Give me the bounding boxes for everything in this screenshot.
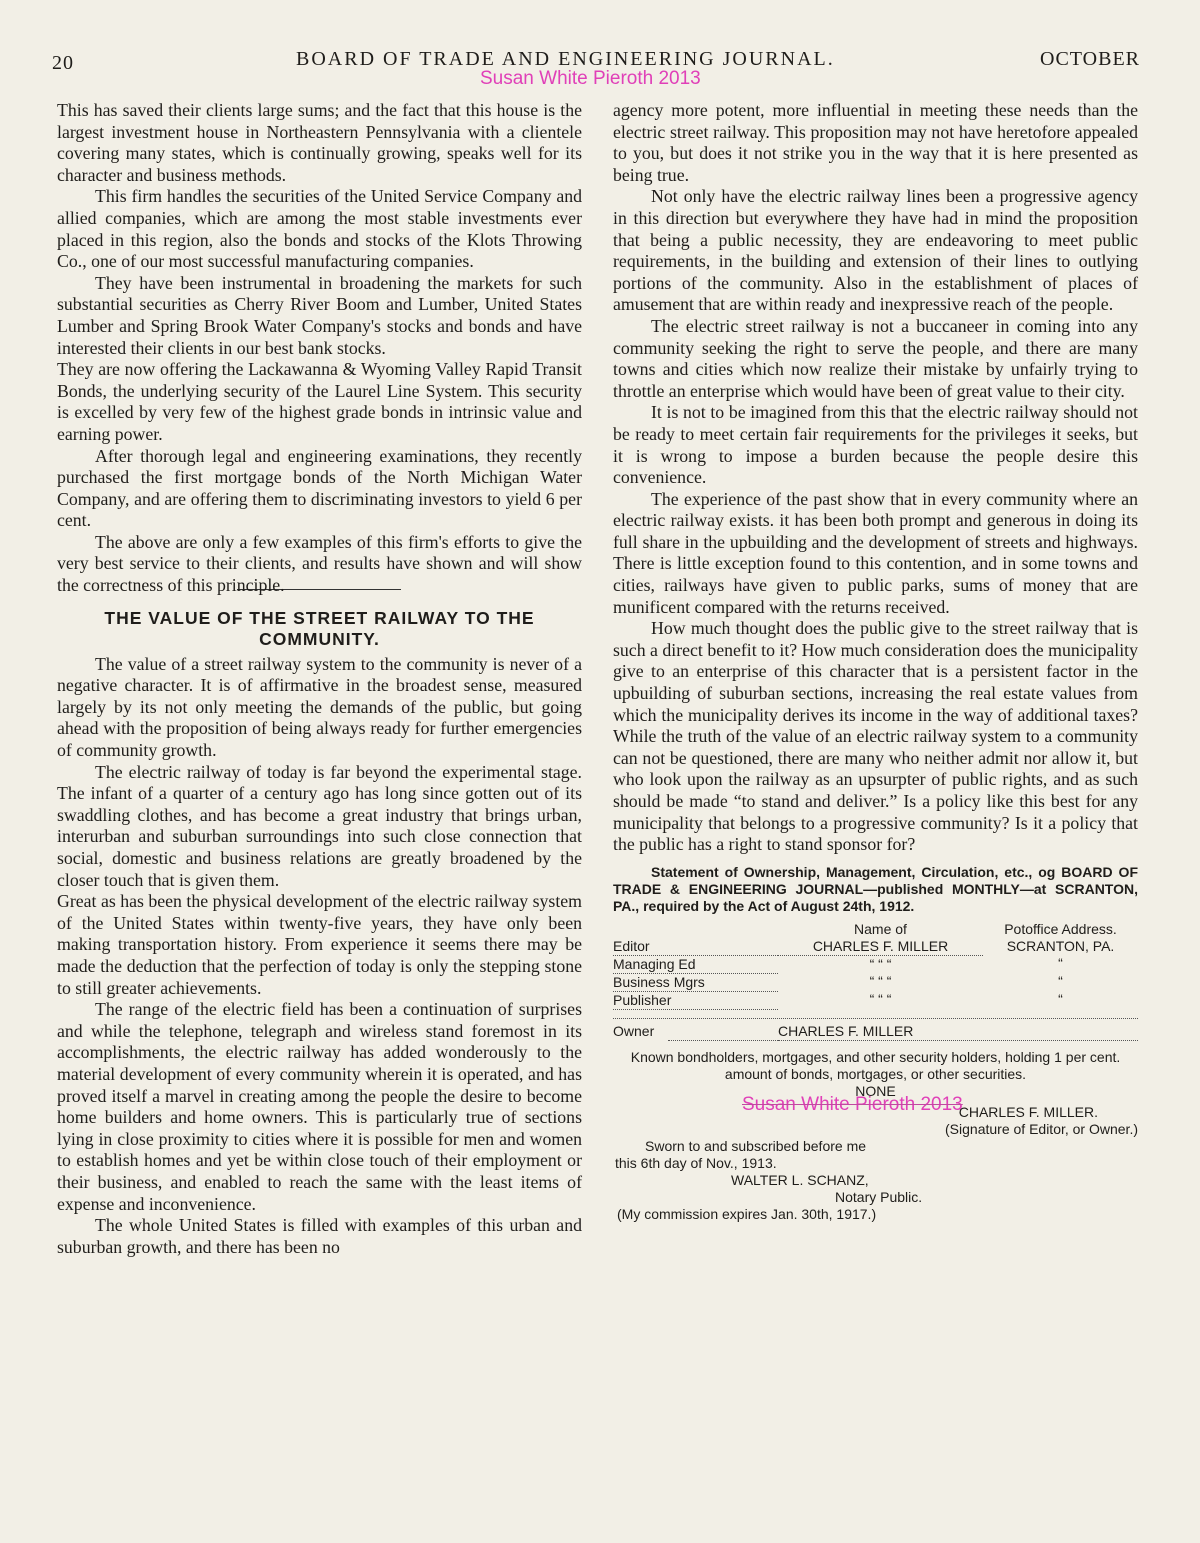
row-address: “ [1058,955,1063,972]
paragraph: agency more potent, more influential in meeting these needs than the electric street railway. This proposition may not have heretofore appealed to you, but does it not strike you in the way that it is here presented as being true. [613,100,1138,185]
none-text: NONE [855,1082,896,1099]
name-column-header: Name of [854,920,907,937]
row-address: SCRANTON, PA. [1006,937,1115,954]
row-name: CHARLES F. MILLER [778,938,983,956]
left-column [57,100,582,1258]
watermark-top: Susan White Pieroth 2013 [480,68,701,89]
paragraph: The value of a street railway system to the community is never of a negative character. It is of affirmative in the broadest sense, measured largely by its not only meeting the demands of the public, but going ahead with the proposition of being always ready for further emergencies of community growth. [57,653,582,761]
article-title: THE VALUE OF THE STREET RAILWAY TO THE COMMUNITY. [104,607,535,649]
row-label: Publisher [613,991,778,1009]
right-column [613,100,1138,1223]
row-label: Managing Ed [613,955,778,973]
journal-title: BOARD OF TRADE AND ENGINEERING JOURNAL. [296,48,835,70]
owner-label: Owner [613,1022,655,1039]
paragraph: How much thought does the public give to the street railway that is such a direct benefit to it? How much consideration does the municipality give to an enterprise of this character that is a persistent factor in the upbuilding of suburban sections, increasing the real estate values from which the municipality derives its income in the way of additional taxes? While the truth of the value of an electric railway system to a community can not be questioned, there are many who neither admit nor allow it, but who look upon the railway as an upsurpter of public rights, and as such should be made “to stand and deliver.” Is a policy like this best for any municipality that belongs to a progressive community? Is it a policy that the public has a right to stand sponsor for? [613,618,1138,855]
address-column-header: Potoffice Address. [1004,920,1117,937]
sworn-line-1: Sworn to and subscribed before me [645,1137,867,1154]
dotted-divider [613,1018,1138,1019]
owner-table [613,1023,1138,1041]
statement-table [613,921,1138,1010]
signature-note: (Signature of Editor, or Owner.) [945,1120,1138,1137]
row-name: “ “ “ [869,973,892,990]
row-address: “ [1058,973,1063,990]
paragraph: The electric street railway is not a buccaneer in coming into any community seeking the right to serve the people, and there are many towns and cities which now realize their mistake by unfairly trying to throttle an enterprise which would have been of great value to their city. [613,315,1138,401]
notary-name: WALTER L. SCHANZ, [731,1171,869,1188]
row-name: “ “ “ [869,991,892,1008]
paragraph: The electric railway of today is far beyond the experimental stage. The infant of a quarter of a century ago has long since gotten out of its swaddling clothes, and has become a great industry that brings urban, interurban and suburban surroundings into such close connection that social, domestic and business relations are greatly broadened by the closer touch that is given them. [57,761,582,890]
paragraph: They are now offering the Lackawanna & Wyoming Valley Rapid Transit Bonds, the underlying security of the Laurel Line System. This security is excelled by very few of the highest grade bonds in intrinsic value and earning power. [57,359,582,444]
owner-name: CHARLES F. MILLER [778,1023,1138,1041]
paragraph: This has saved their clients large sums; and the fact that this house is the largest investment house in Northeastern Pennsylvania with a clientele covering many states, which is continually growing, speaks well for its character and business methods. [57,100,582,185]
paragraph: The above are only a few examples of this firm's efforts to give the very best service to their clients, and results have shown and will show the correctness of this principle. [57,531,582,596]
paragraph: They have been instrumental in broadening the markets for such substantial securities as Cherry River Boom and Lumber, United States Lumber and Spring Brook Water Company's stocks and bonds and have interested their clients in our best bank stocks. [57,272,582,358]
paragraph: It is not to be imagined from this that the electric railway should not be ready to meet certain fair requirements for the privileges it seeks, but it is wrong to impose a burden because the people desire this convenience. [613,402,1138,488]
paragraph: Great as has been the physical development of the electric railway system of the United States within twenty-five years, they have only been making transportation history. From experience it seems there may be made the deduction that the perfection of today is only the stepping stone to still greater achievements. [57,891,582,998]
paragraph: The range of the electric field has been a continuation of surprises and while the telephone, telegraph and wireless stand foremost in its accomplishments, the electric railway has added wonderously to the material development of every community wherein it is operated, and has proved itself a marvel in creating among the people the desire to become home builders and home owners. This is particularly true of sections lying in close proximity to cities where it is possible for men and women to establish homes and yet be within close touch of their employment or their business, and enabled to reach the same with the least items of expense and inconvenience. [57,999,582,1214]
paragraph: The experience of the past show that in every community where an electric railway exists. it has been both prompt and generous in doing its full share in the upbuilding and the development of streets and highways. There is little exception found to this contention, and in some towns and cities, railways have given to public parks, sums of money that are munificent compared with the returns received. [613,488,1138,617]
known-holders-text: Known bondholders, mortgages, and other security holders, holding 1 per cent. amount of bonds, mortgages, or other securities. [630,1048,1121,1082]
paragraph: The whole United States is filled with examples of this urban and suburban growth, and there has been no [57,1215,582,1257]
table-row [613,955,1138,973]
paragraph: After thorough legal and engineering examinations, they recently purchased the first mortgage bonds of the North Michigan Water Company, and are offering them to discriminating investors to yield 6 per cent. [57,445,582,531]
watermark-bottom: Susan White Pieroth 2013 [742,1094,963,1115]
paragraph: Not only have the electric railway lines been a progressive agency in this direction but everywhere they have had in mind the proposition that being a public necessity, they are endeavoring to meet public requirements, in the building and extension of their lines to outlying portions of the community. Also in the establishment of places of amusement that are within ready and inexpressive reach of the people. [613,186,1138,315]
signature-name: CHARLES F. MILLER. [958,1103,1098,1120]
table-row [613,991,1138,1009]
paragraph: This firm handles the securities of the United Service Company and allied companies, which are among the most stable investments ever placed in this region, also the bonds and stocks of the Klots Throwing Co., one of our most successful manufacturing companies. [57,186,582,272]
ownership-statement [613,864,1138,1223]
row-name: “ “ “ [869,955,892,972]
statement-heading: Statement of Ownership, Management, Circulation, etc., og BOARD OF TRADE & ENGINEERING JOURNAL—published MONTHLY—at SCRANTON, PA., required by the Act of August 24th, 1912. [613,863,1138,914]
commission-note: (My commission expires Jan. 30th, 1917.) [617,1205,877,1222]
row-label: Business Mgrs [613,973,778,991]
issue-month: OCTOBER [1040,48,1140,70]
sworn-line-2: this 6th day of Nov., 1913. [615,1154,777,1171]
notary-title: Notary Public. [835,1188,923,1205]
row-label: Editor [613,938,778,956]
page-number: 20 [52,52,74,74]
table-row [613,973,1138,991]
table-row [613,938,1138,956]
row-address: “ [1058,991,1063,1008]
